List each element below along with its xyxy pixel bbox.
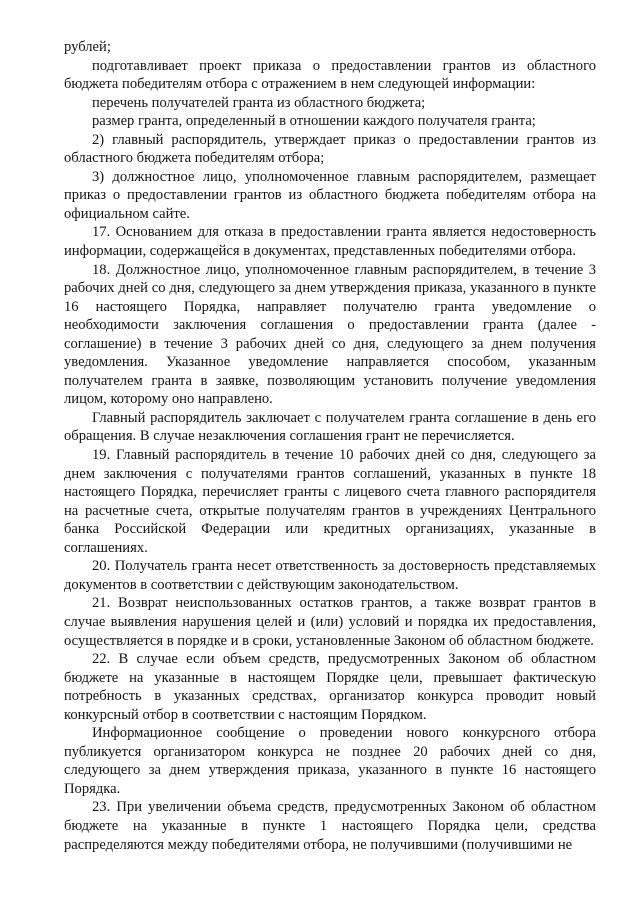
paragraph-clause-22: 22. В случае если объем средств, предусмотренных Законом об областном бюджете на указанные в настоящем Порядке цели, превышает фактическую потребность в указанных средствах, организатор конкурса проводит новый конкурсный отбор в соответствии с настоящим Порядком. bbox=[64, 651, 596, 723]
paragraph-publish-order: 3) должностное лицо, уполномоченное главным распорядителем, размещает приказ о предоставлении грантов из областного бюджета победителям отбора на официальном сайте. bbox=[64, 168, 596, 222]
paragraph-grant-size: размер гранта, определенный в отношении каждого получателя гранта; bbox=[92, 113, 536, 130]
paragraph-clause-19: 19. Главный распорядитель в течение 10 рабочих дней со дня, следующего за днем заключения с получателями грантов соглашений, указанных в пункте 18 настоящего Порядка, перечисляет гранты с лицевого счета главного распорядителя на расчетные счета, открытые получателям грантов в учреждениях Центрального банка Российской Федерации или кредитных организациях, указанные в соглашениях. bbox=[64, 447, 596, 556]
paragraph-clause-23: 23. При увеличении объема средств, предусмотренных Законом об областном бюджете на указанные в пункте 1 настоящего Порядка цели, средства распределяются между победителями отбора, не получившими (получившими не bbox=[64, 799, 596, 853]
paragraph-recipients-list: перечень получателей гранта из областного бюджета; bbox=[92, 94, 426, 111]
paragraph-continuation: рублей; bbox=[64, 39, 111, 55]
paragraph-clause-17: 17. Основанием для отказа в предоставлении гранта является недостоверность информации, содержащейся в документах, представленных победителями отбора. bbox=[64, 224, 596, 260]
document-page bbox=[64, 38, 596, 854]
paragraph-clause-18: 18. Должностное лицо, уполномоченное главным распорядителем, в течение 3 рабочих дней со дня, следующего за днем утверждения приказа, указанного в пункте 16 настоящего Порядка, направляет получателю гранта уведомление о необходимости заключения соглашения о предоставлении гранта (далее - соглашение) в течение 3 рабочих дней со дня, следующего за днем получения уведомления. Указанное уведомление направляется способом, указанным получателем гранта в заявке, позволяющим установить получение уведомления лицом, которому оно направлено. bbox=[64, 261, 596, 408]
paragraph-new-selection-notice: Информационное сообщение о проведении нового конкурсного отбора публикуется организатором конкурса не позднее 20 рабочих дней со дня, следующего за днем утверждения приказа, указанного в пункте 16 настоящего Порядка. bbox=[64, 725, 596, 797]
paragraph-approve-order: 2) главный распорядитель, утверждает приказ о предоставлении грантов из областного бюджета победителям отбора; bbox=[64, 131, 596, 167]
paragraph-clause-21: 21. Возврат неиспользованных остатков грантов, а также возврат грантов в случае выявления нарушения целей и (или) условий и порядка их предоставления, осуществляется в порядке и в сроки, установленные Законом об областном бюджете. bbox=[64, 595, 596, 649]
paragraph-clause-20: 20. Получатель гранта несет ответственность за достоверность представляемых документов в соответствии с действующим законодательством. bbox=[64, 558, 596, 593]
paragraph-agreement: Главный распорядитель заключает с получателем гранта соглашение в день его обращения. В случае незаключения соглашения грант не перечисляется. bbox=[64, 409, 596, 445]
paragraph-prepare-order: подготавливает проект приказа о предоставлении грантов из областного бюджета победителям отбора с отражением в нем следующей информации: bbox=[64, 57, 596, 93]
